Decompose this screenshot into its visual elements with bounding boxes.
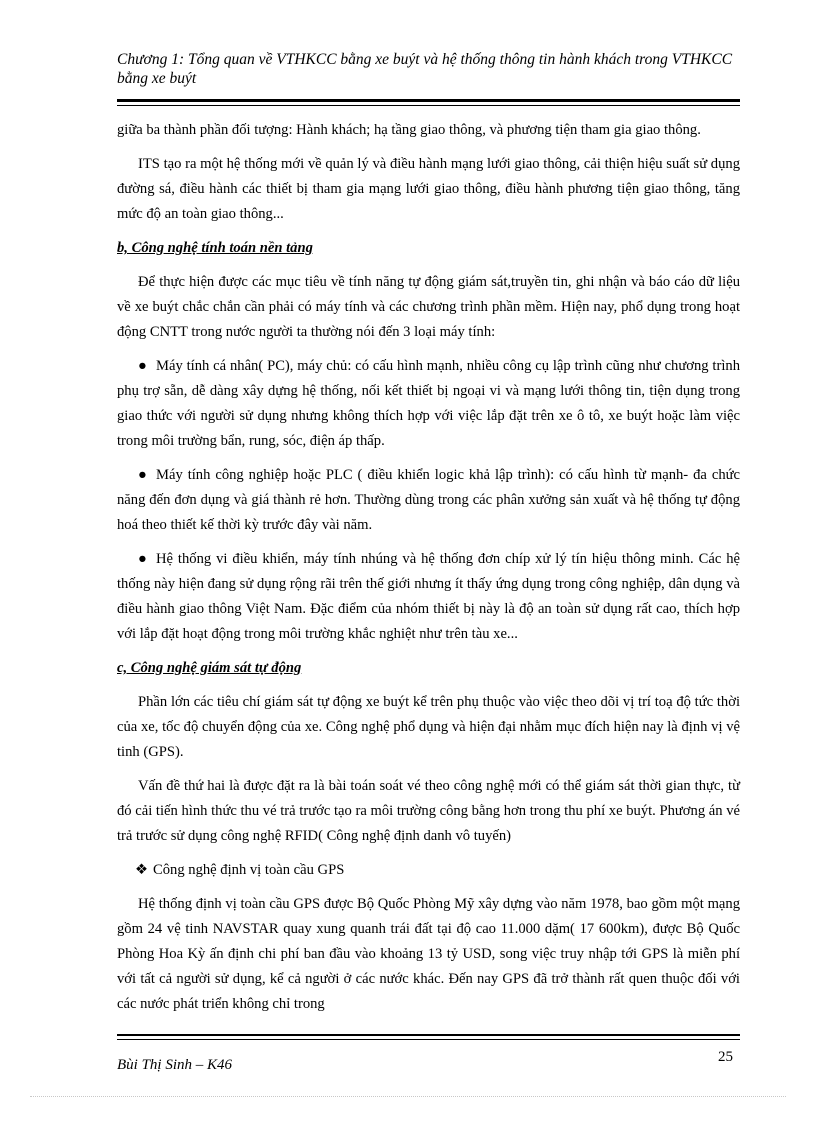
- bullet-icon: ●: [138, 467, 147, 483]
- footer-author: Bùi Thị Sinh – K46: [117, 1057, 233, 1073]
- header-rule-thin: [117, 105, 740, 106]
- paragraph-1: giữa ba thành phần đối tượng: Hành khách; hạ tầng giao thông, và phương tiện tham gia giao thông.: [117, 122, 701, 138]
- section-heading-b: b, Công nghệ tính toán nền tảng: [117, 240, 313, 256]
- footer-rule-thick: [117, 1034, 740, 1036]
- page-bottom-divider: [30, 1096, 786, 1097]
- header-rule-thick: [117, 99, 740, 102]
- sub-heading-text: Công nghệ định vị toàn cầu GPS: [153, 862, 345, 878]
- bullet-item-3: [117, 547, 740, 647]
- chapter-header: Chương 1: Tổng quan về VTHKCC bằng xe buýt và hệ thống thông tin hành khách trong VTHKCC bằng xe buýt: [117, 51, 733, 87]
- bullet-text-1: Máy tính cá nhân( PC), máy chủ: có cấu hình mạnh, nhiều công cụ lập trình cũng như chương trình phụ trợ sẵn, dễ dàng xây dựng hệ thống, nối kết thiết bị ngoại vi và mạng lưới thông tin, tiện dụng trong giao thức với người sử dụng nhưng không thích hợp với việc lắp đặt trên xe ô tô, xe buýt hoặc làm việc trong môi trường bẩn, rung, sóc, điện áp thấp.: [117, 358, 740, 449]
- section-heading-c: c, Công nghệ giám sát tự động: [117, 660, 302, 676]
- paragraph-6: Hệ thống định vị toàn cầu GPS được Bộ Quốc Phòng Mỹ xây dựng vào năm 1978, bao gồm một mạng gồm 24 vệ tinh NAVSTAR quay xung quanh trái đất tại độ cao 11.000 dặm( 17 600km), được Bộ Quốc Phòng Hoa Kỳ ấn định chi phí ban đầu vào khoảng 13 tỷ USD, song việc truy nhập tới GPS là miễn phí với tất cả người sử dụng, kể cả người ở các nước khác. Đến nay GPS đã trở thành rất quen thuộc đối với các nước phát triển không chỉ trong: [117, 896, 740, 1012]
- diamond-bullet-icon: ❖: [135, 862, 149, 878]
- bullet-item-1: [117, 354, 740, 454]
- paragraph-2: ITS tạo ra một hệ thống mới về quản lý và điều hành mạng lưới giao thông, cải thiện hiệu suất sử dụng đường sá, điều hành các thiết bị tham gia mạng lưới giao thông, điều hành phương tiện giao thông, tăng mức độ an toàn giao thông...: [117, 156, 740, 222]
- paragraph-4: Phần lớn các tiêu chí giám sát tự động xe buýt kể trên phụ thuộc vào việc theo dõi vị trí toạ độ tức thời của xe, tốc độ chuyển động của xe. Công nghệ phổ dụng và hiện đại nhằm mục đích hiện nay là định vị vệ tinh (GPS).: [117, 694, 740, 760]
- page-number: 25: [718, 1049, 733, 1065]
- sub-heading-gps: [135, 858, 740, 883]
- page-body: [117, 118, 740, 1026]
- paragraph-3: Để thực hiện được các mục tiêu về tính năng tự động giám sát,truyền tin, ghi nhận và báo cáo dữ liệu về xe buýt chắc chắn cần phải có máy tính và các chương trình phần mềm. Hiện nay, phổ dụng trong hoạt động CNTT trong nước người ta thường nói đến 3 loại máy tính:: [117, 274, 740, 340]
- bullet-item-2: [117, 463, 740, 538]
- bullet-text-3: Hệ thống vi điều khiển, máy tính nhúng và hệ thống đơn chíp xử lý tín hiệu thông minh. Các hệ thống này hiện đang sử dụng rộng rãi trên thế giới nhưng ít thấy ứng dụng trong công nghiệp, dân dụng và điều hành giao thông Việt Nam. Đặc điểm của nhóm thiết bị này là độ an toàn sử dụng rất cao, thích hợp với lắp đặt hoạt động trong môi trường khắc nghiệt như trên tàu xe...: [117, 551, 740, 642]
- bullet-icon: ●: [138, 551, 147, 567]
- paragraph-5: Vấn đề thứ hai là được đặt ra là bài toán soát vé theo công nghệ mới có thể giám sát thời gian thực, từ đó cải tiến hình thức thu vé trả trước tạo ra môi trường công bằng hơn trong thu phí xe buýt. Phương án vé trả trước sử dụng công nghệ RFID( Công nghệ định danh vô tuyến): [117, 778, 740, 844]
- footer-rule-thin: [117, 1039, 740, 1040]
- bullet-icon: ●: [138, 358, 147, 374]
- bullet-text-2: Máy tính công nghiệp hoặc PLC ( điều khiển logic khả lập trình): có cấu hình từ mạnh- đa chức năng đến đơn dụng và giá thành rẻ hơn. Thường dùng trong các phân xưởng sản xuất và hệ thống tự động hoá theo thiết kế thời kỳ trước đây vài năm.: [117, 467, 740, 533]
